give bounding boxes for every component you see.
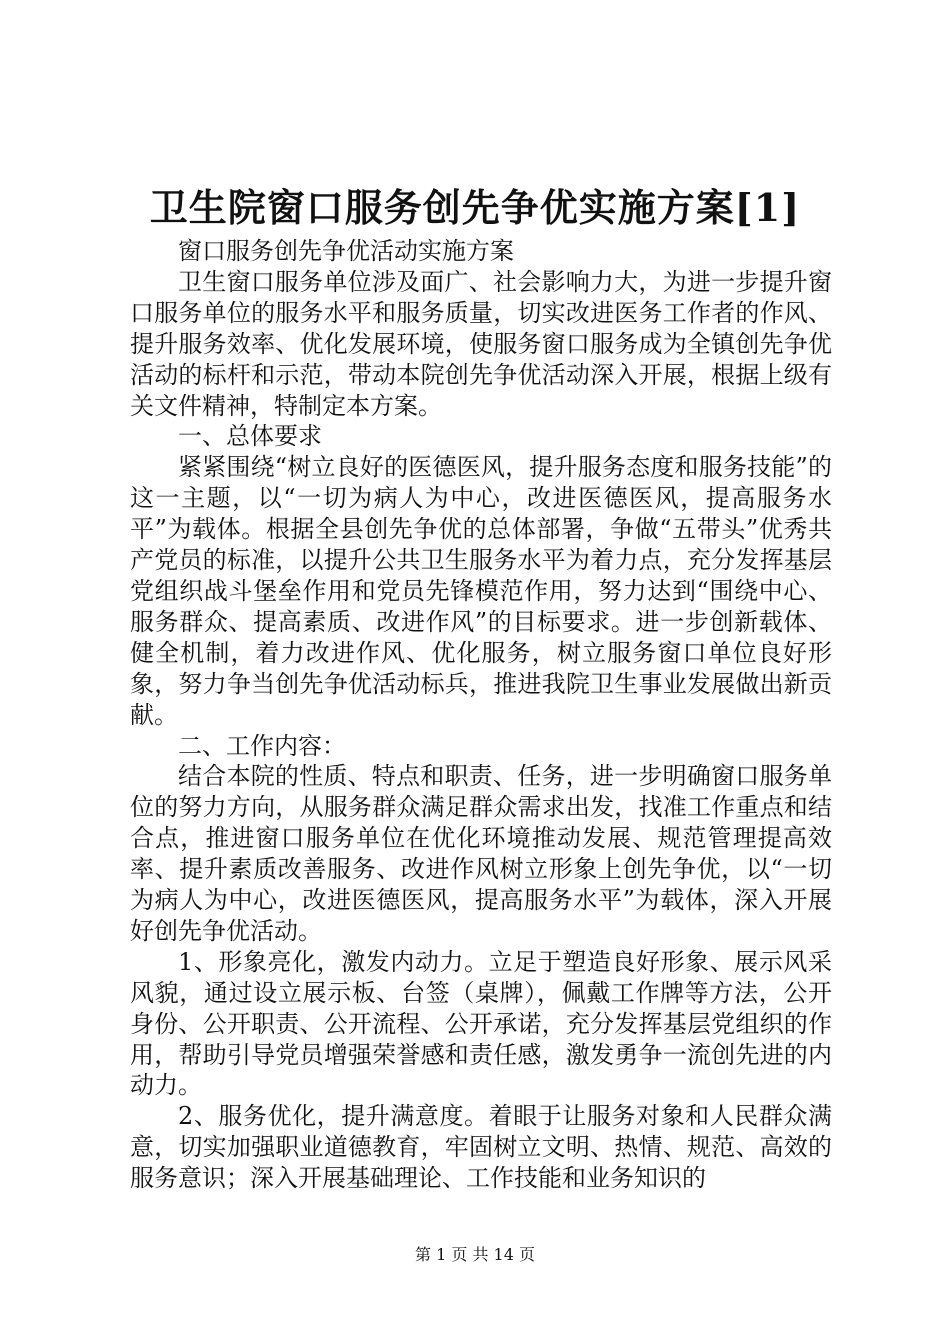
item-1-paragraph: 1、形象亮化，激发内动力。立足于塑造良好形象、展示风采风貌，通过设立展示板、台签（桌牌），佩戴工作牌等方法，公开身份、公开职责、公开流程、公开承诺，充分发挥基层党组织的作用，帮助引导党员增强荣誉感和责任感，激发勇争一流创先进的内动力。 <box>130 947 832 1100</box>
section-heading-general-requirements: 一、总体要求 <box>178 422 322 451</box>
page-footer: 第 1 页 共 14 页 <box>415 1245 535 1264</box>
section-heading-work-content: 二、工作内容： <box>178 731 346 760</box>
document-body <box>130 236 832 1194</box>
document-title: 卫生院窗口服务创先争优实施方案[1] <box>149 185 801 230</box>
work-content-paragraph: 结合本院的性质、特点和职责、任务，进一步明确窗口服务单位的努力方向，从服务群众满足群众需求出发，找准工作重点和结合点，推进窗口服务单位在优化环境推动发展、规范管理提高效率、提升素质改善服务、改进作风树立形象上创先争优，以“一切为病人为中心，改进医德医风，提高服务水平”为载体，深入开展好创先争优活动。 <box>130 762 832 945</box>
subtitle-paragraph: 窗口服务创先争优活动实施方案 <box>178 237 514 265</box>
item-2-paragraph: 2、服务优化，提升满意度。着眼于让服务对象和人民群众满意，切实加强职业道德教育，牢固树立文明、热情、规范、高效的服务意识；深入开展基础理论、工作技能和业务知识的 <box>130 1102 832 1193</box>
general-requirements-paragraph: 紧紧围绕“树立良好的医德医风，提升服务态度和服务技能”的这一主题，以“一切为病人为中心，改进医德医风，提高服务水平”为载体。根据全县创先争优的总体部署，争做“五带头”优秀共产党员的标准，以提升公共卫生服务水平为着力点，充分发挥基层党组织战斗堡垒作用和党员先锋模范作用，努力达到“围绕中心、服务群众、提高素质、改进作风”的目标要求。进一步创新载体、健全机制，着力改进作风、优化服务，树立服务窗口单位良好形象，努力争当创先争优活动标兵，推进我院卫生事业发展做出新贡献。 <box>130 453 832 729</box>
intro-paragraph: 卫生窗口服务单位涉及面广、社会影响力大，为进一步提升窗口服务单位的服务水平和服务质量，切实改进医务工作者的作风、提升服务效率、优化发展环境，使服务窗口服务成为全镇创先争优活动的标杆和示范，带动本院创先争优活动深入开展，根据上级有关文件精神，特制定本方案。 <box>130 267 832 420</box>
